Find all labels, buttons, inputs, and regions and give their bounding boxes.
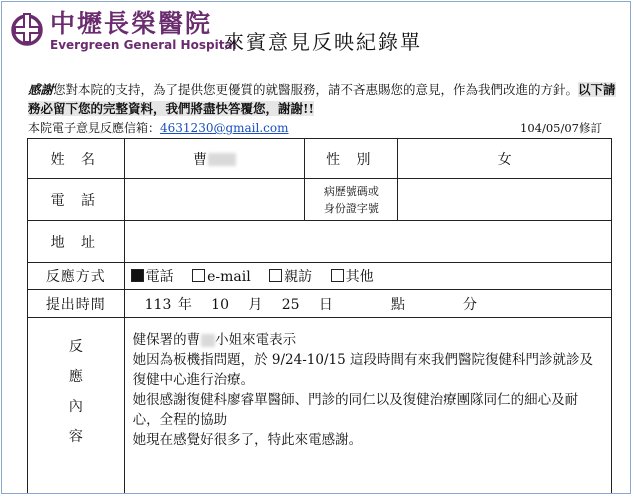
evergreen-cross-logo-icon	[10, 11, 44, 47]
time-label: 提出時間	[28, 290, 125, 318]
document-page	[1, 1, 631, 494]
name-row	[28, 139, 612, 179]
record-id-label	[305, 179, 398, 221]
content-label	[28, 318, 125, 495]
mailbox-label: 本院電子意見反應信箱：	[28, 121, 161, 135]
method-row	[28, 263, 612, 290]
time-hour-unit: 點	[390, 296, 405, 313]
hospital-name-en: Evergreen General Hospital	[50, 38, 237, 52]
feedback-form-table	[27, 138, 612, 494]
content-line	[133, 330, 603, 350]
checkbox-unchecked[interactable]	[269, 269, 282, 282]
mailbox-email-link[interactable]: 4631230@gmail.com	[160, 121, 289, 135]
time-month-unit: 月	[248, 296, 263, 313]
name-surname: 曹	[193, 151, 207, 168]
content-line: 她現在感覺好很多了，特此來電感謝。	[132, 432, 363, 448]
method-option-label: 電話	[145, 269, 174, 285]
hospital-name-zh: 中壢長榮醫院	[50, 9, 213, 38]
name-label: 姓 名	[28, 139, 125, 179]
time-day: 25	[281, 296, 300, 313]
time-month: 10	[211, 296, 229, 313]
address-row	[28, 221, 612, 263]
record-id-label-line1: 病歷號碼或	[323, 184, 379, 198]
content-text	[124, 318, 611, 495]
method-option-email[interactable]	[192, 269, 251, 285]
content-line-text: 小姐來電表示	[215, 332, 297, 348]
method-option-label: 親訪	[284, 269, 313, 285]
phone-row	[28, 179, 612, 221]
content-label-char: 應	[68, 369, 83, 385]
address-label: 地 址	[28, 221, 125, 263]
intro-paragraph	[28, 80, 618, 118]
checkbox-checked[interactable]	[131, 269, 144, 282]
redacted-name	[201, 334, 215, 347]
method-option-visit[interactable]	[269, 269, 312, 285]
method-option-label: 其他	[345, 269, 374, 285]
redacted-name	[208, 153, 236, 166]
method-label: 反應方式	[28, 263, 125, 290]
time-minute-unit: 分	[463, 296, 478, 313]
method-options	[124, 263, 611, 290]
content-label-char: 反	[68, 339, 83, 355]
content-row	[28, 318, 612, 495]
record-id-label-line2: 身份證字號	[323, 201, 379, 215]
time-year: 113	[144, 296, 172, 313]
checkbox-unchecked[interactable]	[192, 269, 205, 282]
intro-lead: 感謝	[28, 82, 54, 97]
record-id-value	[398, 179, 612, 221]
gender-label: 性 別	[305, 139, 398, 179]
content-label-char: 內	[68, 399, 83, 415]
time-row	[28, 290, 612, 318]
phone-value	[124, 179, 305, 221]
time-value	[124, 290, 611, 318]
content-line: 她因為板機指問題，於 9/24-10/15 這段時間有來我們醫院復健科門診就診及復健中心進行治療。	[132, 352, 593, 388]
revision-date: 104/05/07修訂	[520, 121, 602, 135]
content-label-char: 容	[68, 429, 83, 445]
mailbox-line	[28, 119, 289, 136]
address-value	[124, 221, 611, 263]
content-line: 她很感謝復健科廖睿單醫師、門診的同仁以及復健治療團隊同仁的細心及耐心，全程的協助	[132, 392, 579, 428]
intro-text: 您對本院的支持，為了提供您更優質的就醫服務，請不吝惠賜您的意見，作為我們改進的方針。	[53, 82, 579, 97]
gender-value: 女	[398, 139, 612, 179]
time-year-unit: 年	[177, 296, 192, 313]
checkbox-unchecked[interactable]	[331, 269, 344, 282]
form-title: 來賓意見反映紀錄單	[224, 30, 422, 54]
intro-request: 以下請務必留下您的完整資料，我們將盡快答覆您，謝謝!!	[28, 82, 616, 116]
time-day-unit: 日	[318, 296, 333, 313]
method-option-label: e-mail	[207, 269, 251, 285]
method-option-other[interactable]	[331, 269, 374, 285]
name-value	[124, 139, 305, 179]
method-option-phone[interactable]	[131, 269, 174, 285]
content-line-text: 健保署的曹	[132, 332, 201, 348]
phone-label: 電 話	[28, 179, 125, 221]
